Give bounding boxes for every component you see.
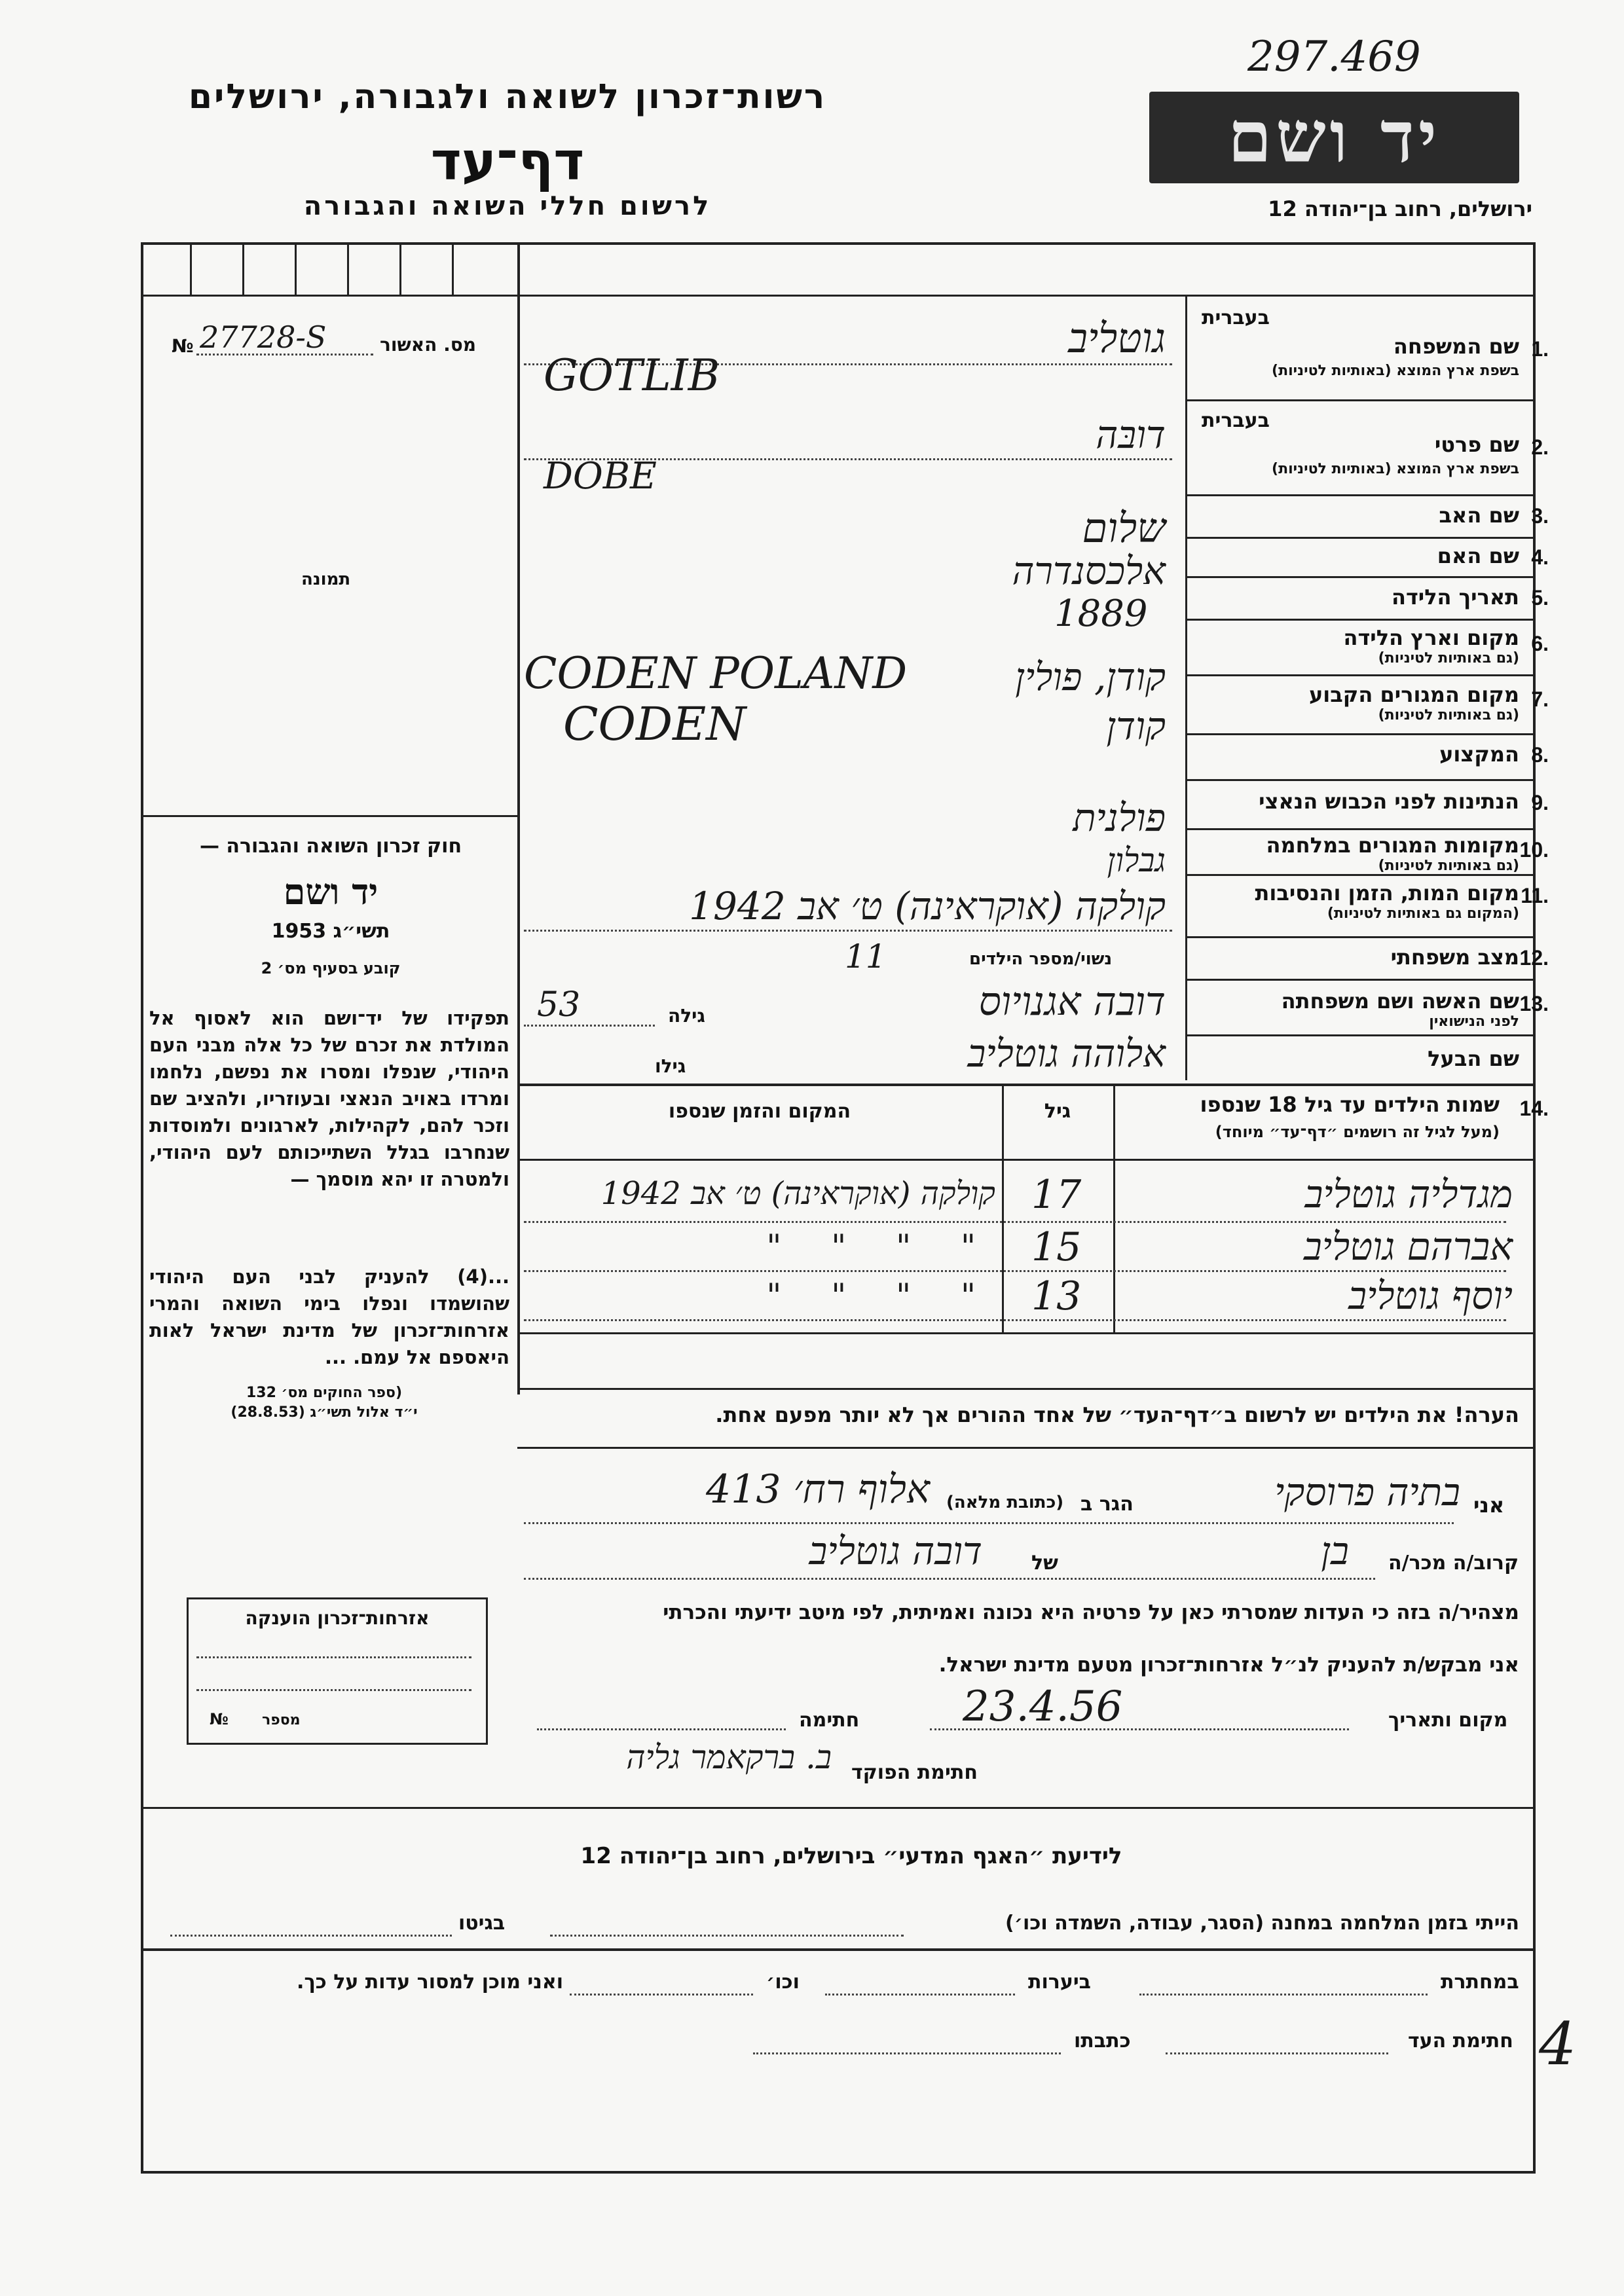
answer-death: קולקה (אוקראינה) ט׳ אב 1942 <box>689 884 1166 928</box>
law-name: יד ושם <box>283 871 378 913</box>
child-place: קולקה (אוקראינה) ט׳ אב 1942 <box>600 1175 995 1212</box>
science-line2-end: ואני מוכן למסור עדות על כך. <box>297 1971 563 1994</box>
record-number: 27728-S <box>200 319 327 355</box>
q11-num: 11. <box>1521 884 1549 907</box>
declarant-ani: אני <box>1473 1493 1505 1518</box>
q6-label: מקום וארץ הלידה (גם באותיות לטיניות) <box>1343 625 1519 666</box>
answer-wife-age: 53 <box>537 985 581 1025</box>
child-name: יוסף גוטליב <box>1348 1273 1513 1318</box>
q11-label: מקום המות, הזמן והנסיבות (המקום גם באותיות לטיניות) <box>1255 881 1519 922</box>
child-place: " " " " <box>766 1277 995 1315</box>
answer-surname-lat: GOTLIB <box>544 350 720 401</box>
law-paragraph-2: ...(4) להעניק לבני העם היהודי שהושמדו ונפלו בימי השואה והמרי אזרחות־זכרון של מדינת ישראל לאות היאספם אל עמם. ... <box>149 1266 509 1368</box>
child-age: 13 <box>1031 1273 1082 1319</box>
photo-label: תמונה <box>301 570 351 589</box>
child-name: אברהם גוטליב <box>1303 1224 1513 1269</box>
children-header-sub: (מעל לגיל זה רושמים ״דף־עד״ מיוחד) <box>1215 1123 1500 1141</box>
q7-num: 7. <box>1531 687 1549 711</box>
science-line1: הייתי בזמן המלחמה במחנה (הסגר, עבודה, השמדה וכו׳) <box>1005 1912 1519 1935</box>
signature-label: חתימה <box>799 1709 860 1732</box>
husband-age-label: גילו <box>655 1055 686 1077</box>
answer-first-heb: דובּה <box>1096 412 1166 457</box>
lang-label-1: בעברית <box>1202 306 1270 329</box>
record-number-label: מס. האשור <box>380 334 476 355</box>
q5-num: 5. <box>1531 586 1549 610</box>
child-age: 17 <box>1031 1172 1082 1218</box>
q8-label: המקצוע <box>1439 742 1519 767</box>
q1-num: 1. <box>1531 337 1549 361</box>
q2-label: שם פרטי בשפת ארץ המוצא (באותיות לטיניות) <box>1272 432 1519 477</box>
answer-residence-heb: קודן <box>1106 704 1166 748</box>
relative-name: דובה גוטליב <box>809 1529 982 1573</box>
answer-mother: אלכסנדרה <box>1012 549 1166 593</box>
law-clause: קובע בסעיף מס׳ 2 <box>261 959 401 977</box>
place-date-label: מקום ותאריך <box>1388 1709 1508 1732</box>
q12-label: מצב משפחתי <box>1390 945 1519 970</box>
law-paragraph-1: תפקידו של יד־ושם הוא לאסוף אל המולדת את זכרם של כל אלה מבני העם היהודי, שנפלו ומסרו את נפשם, נלחמו ומרדו באויב הנאצי ובעוזריו, ולהציב שם וזכר להם, לקהילות, לארגונים ולמוסדות שנחרבו בגלל השתייכותם לעם היהודי, ולמטרה זו יהא מוסמך — <box>149 1007 509 1190</box>
q4-label: שם האם <box>1437 543 1519 568</box>
q14-num: 14. <box>1519 1097 1549 1120</box>
note-text: הערה! את הילדים יש לרשום ב״דף־העד״ של אחד ההורים אך לא יותר מפעם אחת. <box>715 1402 1519 1427</box>
q13-label: שם האשה ושם משפחתה לפני הנישואין <box>1281 989 1519 1030</box>
child-place: " " " " <box>766 1228 995 1266</box>
answer-wife-name: דובה אגנויוס <box>978 979 1166 1025</box>
q1-label: שם המשפחה בשפת ארץ המוצא (באותיות לטיניות) <box>1272 334 1519 379</box>
q12-num: 12. <box>1519 946 1549 970</box>
children-age-header: גיל <box>1044 1100 1071 1123</box>
marital-sub-label: נשוי/מספר הילדים <box>969 949 1113 969</box>
header-address: ירושלים, רחוב בן־יהודה 12 <box>1268 196 1532 221</box>
science-title: לידיעת ״האגף המדעי״ בירושלים, רחוב בן־יהודה 12 <box>580 1843 1122 1869</box>
q3-label: שם האב <box>1439 503 1519 528</box>
gar-label: הגר ב <box>1080 1493 1134 1516</box>
address-label: (כתובת מלאה) <box>946 1493 1064 1512</box>
q10-label: מקומות המגורים במלחמה (גם באותיות לטיניות) <box>1266 833 1519 874</box>
science-line1-end: בגיטו <box>458 1912 506 1935</box>
answer-birth-year: 1889 <box>1054 592 1148 635</box>
declarant-relation: בן <box>1321 1529 1349 1573</box>
declaration-date: 23.4.56 <box>963 1683 1123 1731</box>
answer-birthplace-lat: CODEN POLAND <box>524 648 908 699</box>
declarant-name: בתיה פרוסקי <box>1274 1470 1460 1514</box>
citizenship-no-mark: № <box>210 1710 229 1728</box>
law-source-date: י״ד אלול תשי״ג (28.8.53) <box>231 1404 418 1421</box>
authority-line: רשות־זכרון לשואה ולגבורה, ירושלים <box>188 77 827 117</box>
form-subtitle: לרשום חללי השואה והגבורה <box>303 191 712 221</box>
citizenship-title: אזרחות־זכרון הוענקה <box>245 1607 430 1629</box>
science-etc: וכו׳ <box>766 1971 800 1994</box>
q9-num: 9. <box>1531 791 1549 814</box>
answer-husband: אלוהה גוטליב <box>967 1031 1166 1076</box>
answer-surname-heb: גוטליב <box>1068 314 1166 362</box>
lang-label-2: בעברית <box>1202 409 1270 432</box>
q3-num: 3. <box>1531 504 1549 528</box>
witness-address-label: כתבתו <box>1074 2030 1131 2052</box>
child-age: 15 <box>1031 1224 1082 1270</box>
children-place-header: המקום והזמן שנספו <box>668 1100 851 1123</box>
officer-signature: ב. ברקאמר גליה <box>626 1738 832 1776</box>
witness-signature-label: חתימת העד <box>1408 2030 1513 2052</box>
q5-label: תאריך הלידה <box>1391 585 1519 610</box>
margin-mark: 4 <box>1539 2010 1577 2079</box>
q4-num: 4. <box>1531 545 1549 569</box>
answer-wartime: גבלון <box>1107 841 1166 879</box>
q10-num: 10. <box>1519 838 1549 862</box>
answer-birthplace-heb: קודן, פולין <box>1015 655 1166 699</box>
q13-num: 13. <box>1519 992 1549 1015</box>
husband-label: שם הבעל <box>1428 1046 1519 1071</box>
answer-citizenship: פולנית <box>1073 795 1166 840</box>
child-name: מגדליה גוטליב <box>1304 1172 1513 1216</box>
q6-num: 6. <box>1531 632 1549 655</box>
statement: מצהיר/ה בזה כי העדות שמסרתי כאן על פרטיה היא נכונה ואמיתית, לפי מיטב ידיעתי והכרתי <box>663 1601 1519 1624</box>
science-underground: במחתרת <box>1441 1971 1519 1994</box>
answer-first-lat: DOBE <box>544 455 657 498</box>
answer-residence-lat: CODEN <box>563 697 747 751</box>
q7-label: מקום המגורים הקבוע (גם באותיות לטיניות) <box>1308 682 1519 723</box>
yad-vashem-logo: יד ושם <box>1149 92 1519 183</box>
law-year: תשי״ג 1953 <box>271 920 390 943</box>
q2-num: 2. <box>1531 435 1549 459</box>
archive-number: 297.469 <box>1247 33 1421 81</box>
answer-children-count: 11 <box>845 938 887 975</box>
officer-label: חתימת הפוקד <box>851 1761 978 1784</box>
of-label: של <box>1031 1552 1058 1575</box>
science-forests: ביערות <box>1028 1971 1091 1994</box>
answer-father: שלום <box>1082 504 1166 552</box>
children-header: שמות הילדים עד גיל 18 שנספו <box>1200 1092 1500 1117</box>
citizenship-number-label: מספר <box>262 1712 301 1728</box>
record-no-mark: № <box>172 335 194 357</box>
form-title: דף־עד <box>430 131 585 192</box>
wife-age-label: גילה <box>668 1005 705 1027</box>
law-title: חוק זכרון השואה והגבורה — <box>199 835 462 858</box>
law-source: (ספר החוקים מס׳ 132 <box>246 1385 403 1401</box>
q8-num: 8. <box>1531 743 1549 767</box>
request: אני מבקש/ת להעניק לנ״ל אזרחות־זכרון מטעם מדינת ישראל. <box>938 1653 1519 1677</box>
declarant-address: אלוף רח׳ 413 <box>705 1467 930 1512</box>
q9-label: הנתינות לפני הכבוש הנאצי <box>1259 789 1519 814</box>
relation-label: קרוב/ה מכר/ה <box>1388 1552 1519 1575</box>
